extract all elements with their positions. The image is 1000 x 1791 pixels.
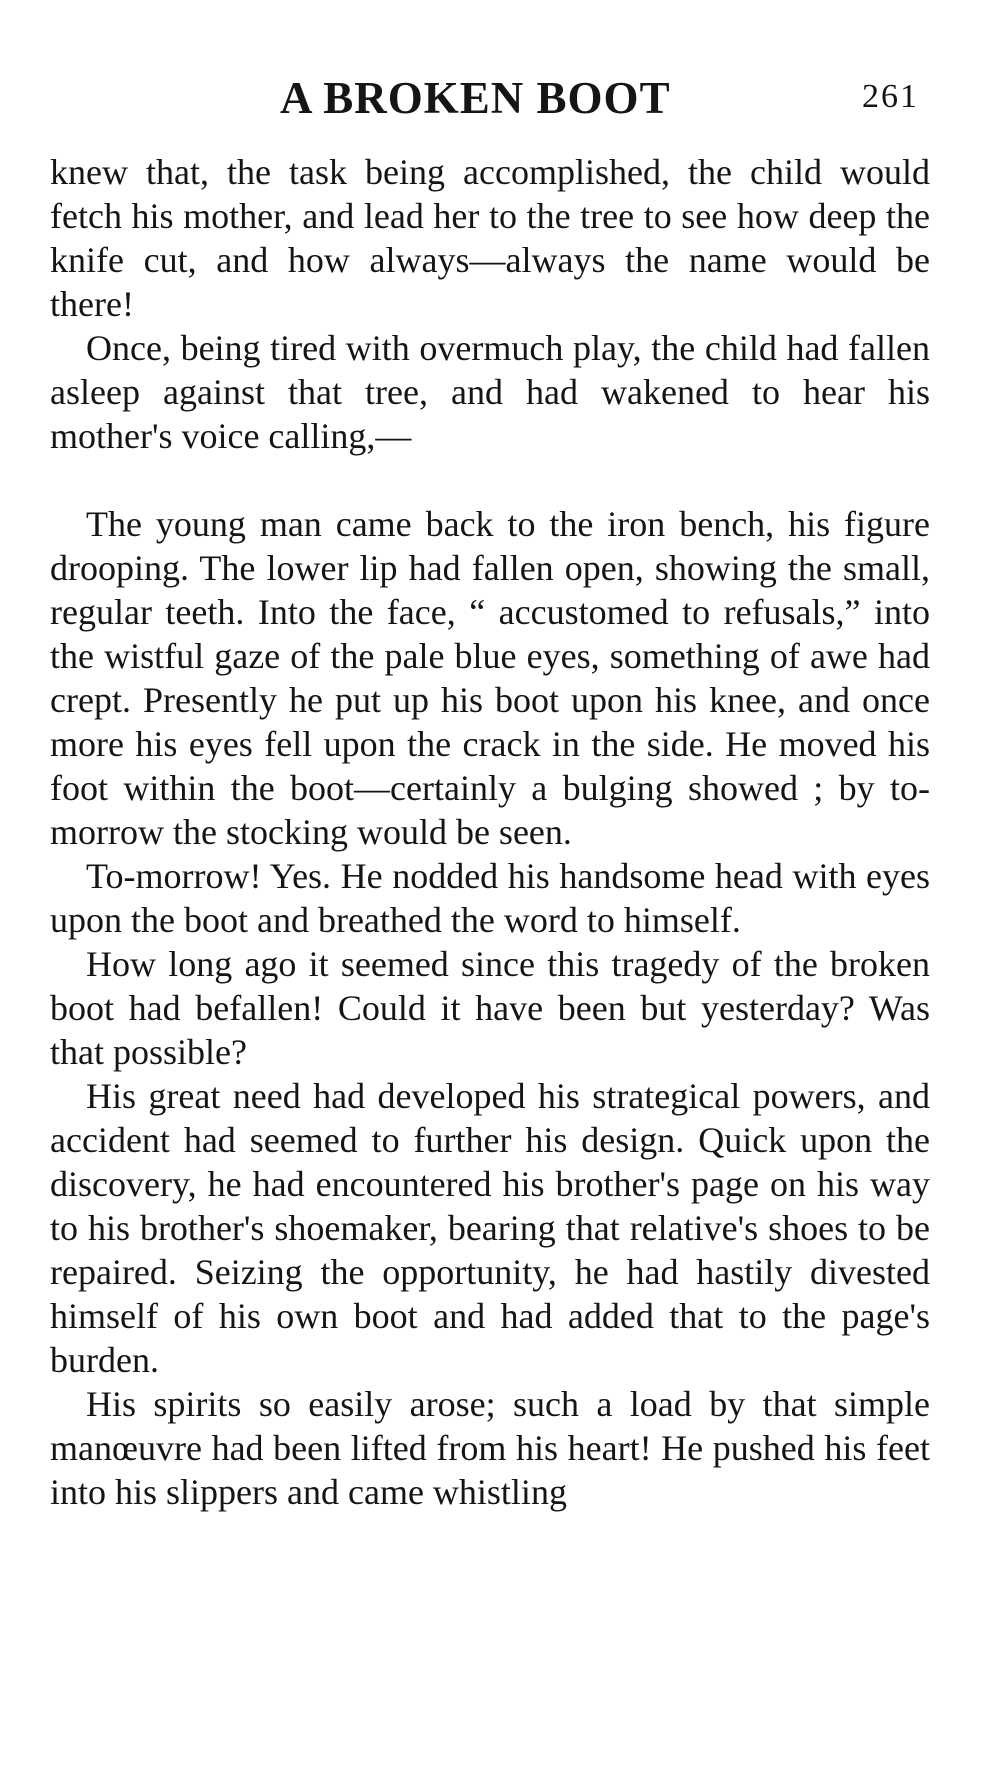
paragraph: Once, being tired with overmuch play, the child had fallen asleep against that tree, and had wakened to hear his mother's voice calling,— bbox=[50, 328, 930, 456]
running-title: A BROKEN BOOT bbox=[280, 73, 671, 123]
paragraph: His spirits so easily arose; such a load by that simple manœuvre had been lifted from his heart! He pushed his feet into his slippers and came whistling bbox=[50, 1384, 930, 1512]
paragraph: To-morrow! Yes. He nodded his handsome head with eyes upon the boot and breathed the word to himself. bbox=[50, 856, 930, 940]
paragraph: The young man came back to the iron bench, his figure drooping. The lower lip had fallen open, showing the small, regular teeth. Into the face, “ accustomed to refusals,” into the wistful gaze of the pale blue eyes, something of awe had crept. Presently he put up his boot upon his knee, and once more his eyes fell upon the crack in the side. He moved his foot within the boot—certainly a bulging showed ; by to-morrow the stocking would be seen. bbox=[50, 504, 930, 852]
page-header bbox=[0, 72, 1000, 132]
body-text bbox=[50, 150, 930, 1514]
paragraph: How long ago it seemed since this tragedy of the broken boot had befallen! Could it have been but yesterday? Was that possible? bbox=[50, 944, 930, 1072]
paragraph: knew that, the task being accomplished, the child would fetch his mother, and lead her to the tree to see how deep the knife cut, and how always—always the name would be there! bbox=[50, 152, 930, 324]
paragraph: His great need had developed his strategical powers, and accident had seemed to further his design. Quick upon the discovery, he had encountered his brother's page on his way to his brother's shoemaker, bearing that relative's shoes to be repaired. Seizing the opportunity, he had hastily divested himself of his own boot and had added that to the page's burden. bbox=[50, 1076, 930, 1380]
section-break bbox=[50, 458, 930, 502]
page-number: 261 bbox=[862, 78, 919, 115]
